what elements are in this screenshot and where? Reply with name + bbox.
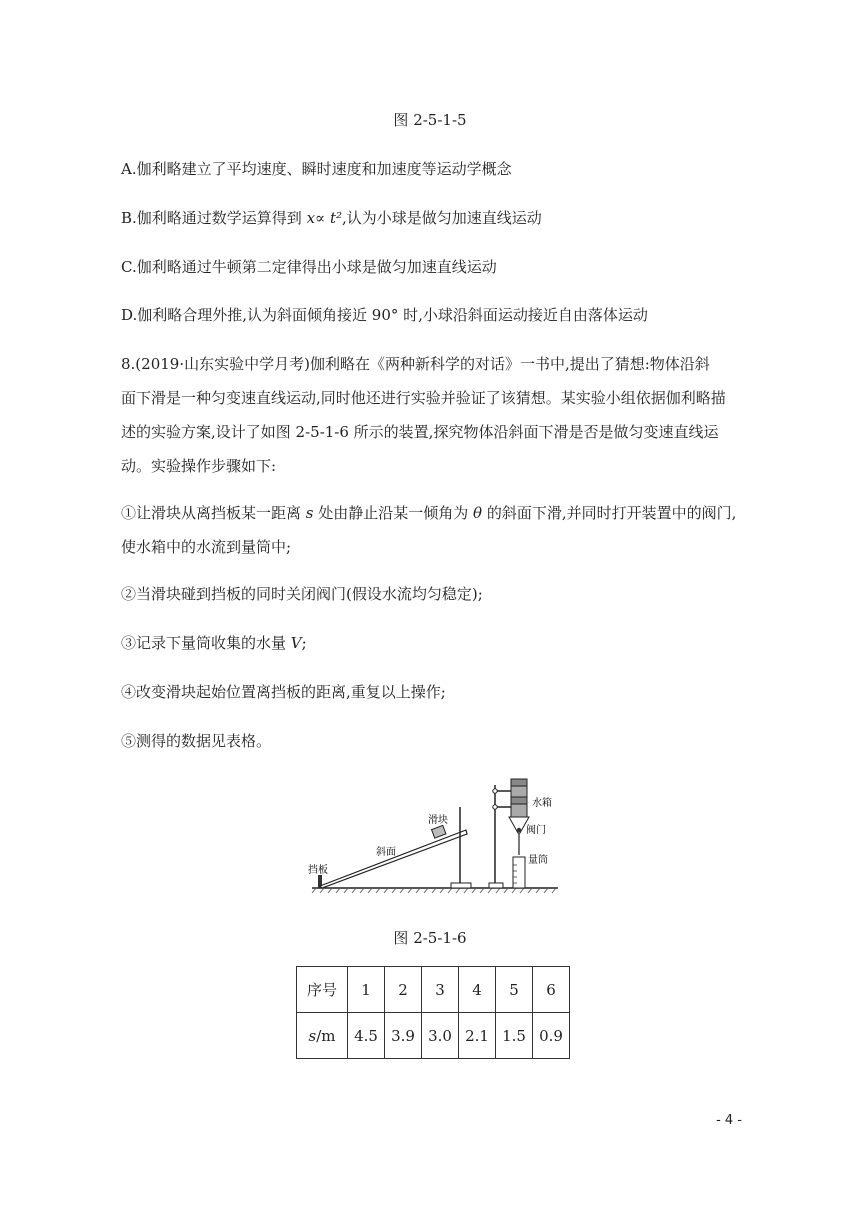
variable-v: V	[290, 634, 302, 652]
question8-line3: 述的实验方案,设计了如图 2-5-1-6 所示的装置,探究物体沿斜面下滑是否是做匀变速直线运	[121, 423, 719, 441]
option-b-formula: x∝ t²	[306, 209, 342, 227]
step-3-suffix: ;	[301, 634, 307, 652]
table-cell: 3	[422, 967, 459, 1013]
step-5: ⑤测得的数据见表格。	[121, 732, 272, 750]
table-header-distance	[297, 1013, 348, 1059]
question8-line2: 面下滑是一种匀变速直线运动,同时他还进行实验并验证了该猜想。某实验小组依据伽利略描	[121, 389, 726, 407]
slider-block	[432, 825, 446, 838]
label-slope: 斜面	[376, 847, 396, 858]
table-header-unit: /m	[316, 1026, 336, 1045]
step-1-prefix: ①让滑块从离挡板某一距离	[121, 504, 306, 522]
table-cell: 2.1	[459, 1013, 496, 1059]
label-valve: 阀门	[526, 825, 546, 836]
table-row-index	[297, 967, 570, 1013]
apparatus-figure	[308, 775, 563, 910]
step-1-middle: 处由静止沿某一倾角为	[313, 504, 474, 522]
inclined-plane	[320, 830, 467, 888]
valve	[517, 828, 521, 832]
table-cell: 4	[459, 967, 496, 1013]
slope-stand-base	[451, 883, 471, 888]
option-b	[121, 208, 542, 228]
table-cell: 2	[385, 967, 422, 1013]
step-3-prefix: ③记录下量筒收集的水量	[121, 634, 291, 652]
step-1	[121, 503, 736, 523]
table-cell: 5	[496, 967, 533, 1013]
table-header-var: s	[308, 1026, 317, 1045]
page-number: - 4 -	[716, 1113, 742, 1128]
step-1-suffix: 的斜面下滑,并同时打开装置中的阀门,	[482, 504, 737, 522]
table-cell: 1.5	[496, 1013, 533, 1059]
label-water-tank: 水箱	[532, 798, 552, 809]
tank-stand-base	[489, 883, 503, 888]
label-baffle: 挡板	[308, 865, 328, 876]
table-cell: 3.9	[385, 1013, 422, 1059]
step-3	[121, 633, 307, 653]
question8-line1: 8.(2019·山东实验中学月考)伽利略在《两种新科学的对话》一书中,提出了猜想:物体沿斜	[121, 355, 710, 373]
option-a: A.伽利略建立了平均速度、瞬时速度和加速度等运动学概念	[121, 160, 512, 178]
option-b-suffix: ,认为小球是做匀加速直线运动	[341, 209, 542, 227]
step-2: ②当滑块碰到挡板的同时关闭阀门(假设水流均匀稳定);	[121, 585, 483, 603]
table-row-distance	[297, 1013, 570, 1059]
option-d: D.伽利略合理外推,认为斜面倾角接近 90° 时,小球沿斜面运动接近自由落体运动	[121, 306, 648, 324]
variable-theta: θ	[473, 504, 483, 522]
table-header-index: 序号	[297, 967, 348, 1013]
option-b-prefix: B.伽利略通过数学运算得到	[121, 209, 307, 227]
table-cell: 6	[533, 967, 570, 1013]
label-cylinder: 量筒	[528, 855, 548, 866]
table-cell: 0.9	[533, 1013, 570, 1059]
table-cell: 3.0	[422, 1013, 459, 1059]
table-cell: 4.5	[348, 1013, 385, 1059]
figure-caption-2-5-1-6: 图 2-5-1-6	[393, 929, 467, 947]
option-c: C.伽利略通过牛顿第二定律得出小球是做匀加速直线运动	[121, 258, 497, 276]
table-cell: 1	[348, 967, 385, 1013]
data-table	[296, 966, 570, 1059]
step-1-line2: 使水箱中的水流到量筒中;	[121, 538, 292, 556]
step-4: ④改变滑块起始位置离挡板的距离,重复以上操作;	[121, 683, 446, 701]
label-slider: 滑块	[428, 815, 448, 826]
question8-line4: 动。实验操作步骤如下:	[121, 457, 277, 475]
variable-s: s	[305, 504, 314, 522]
figure-caption-2-5-1-5: 图 2-5-1-5	[393, 111, 467, 129]
